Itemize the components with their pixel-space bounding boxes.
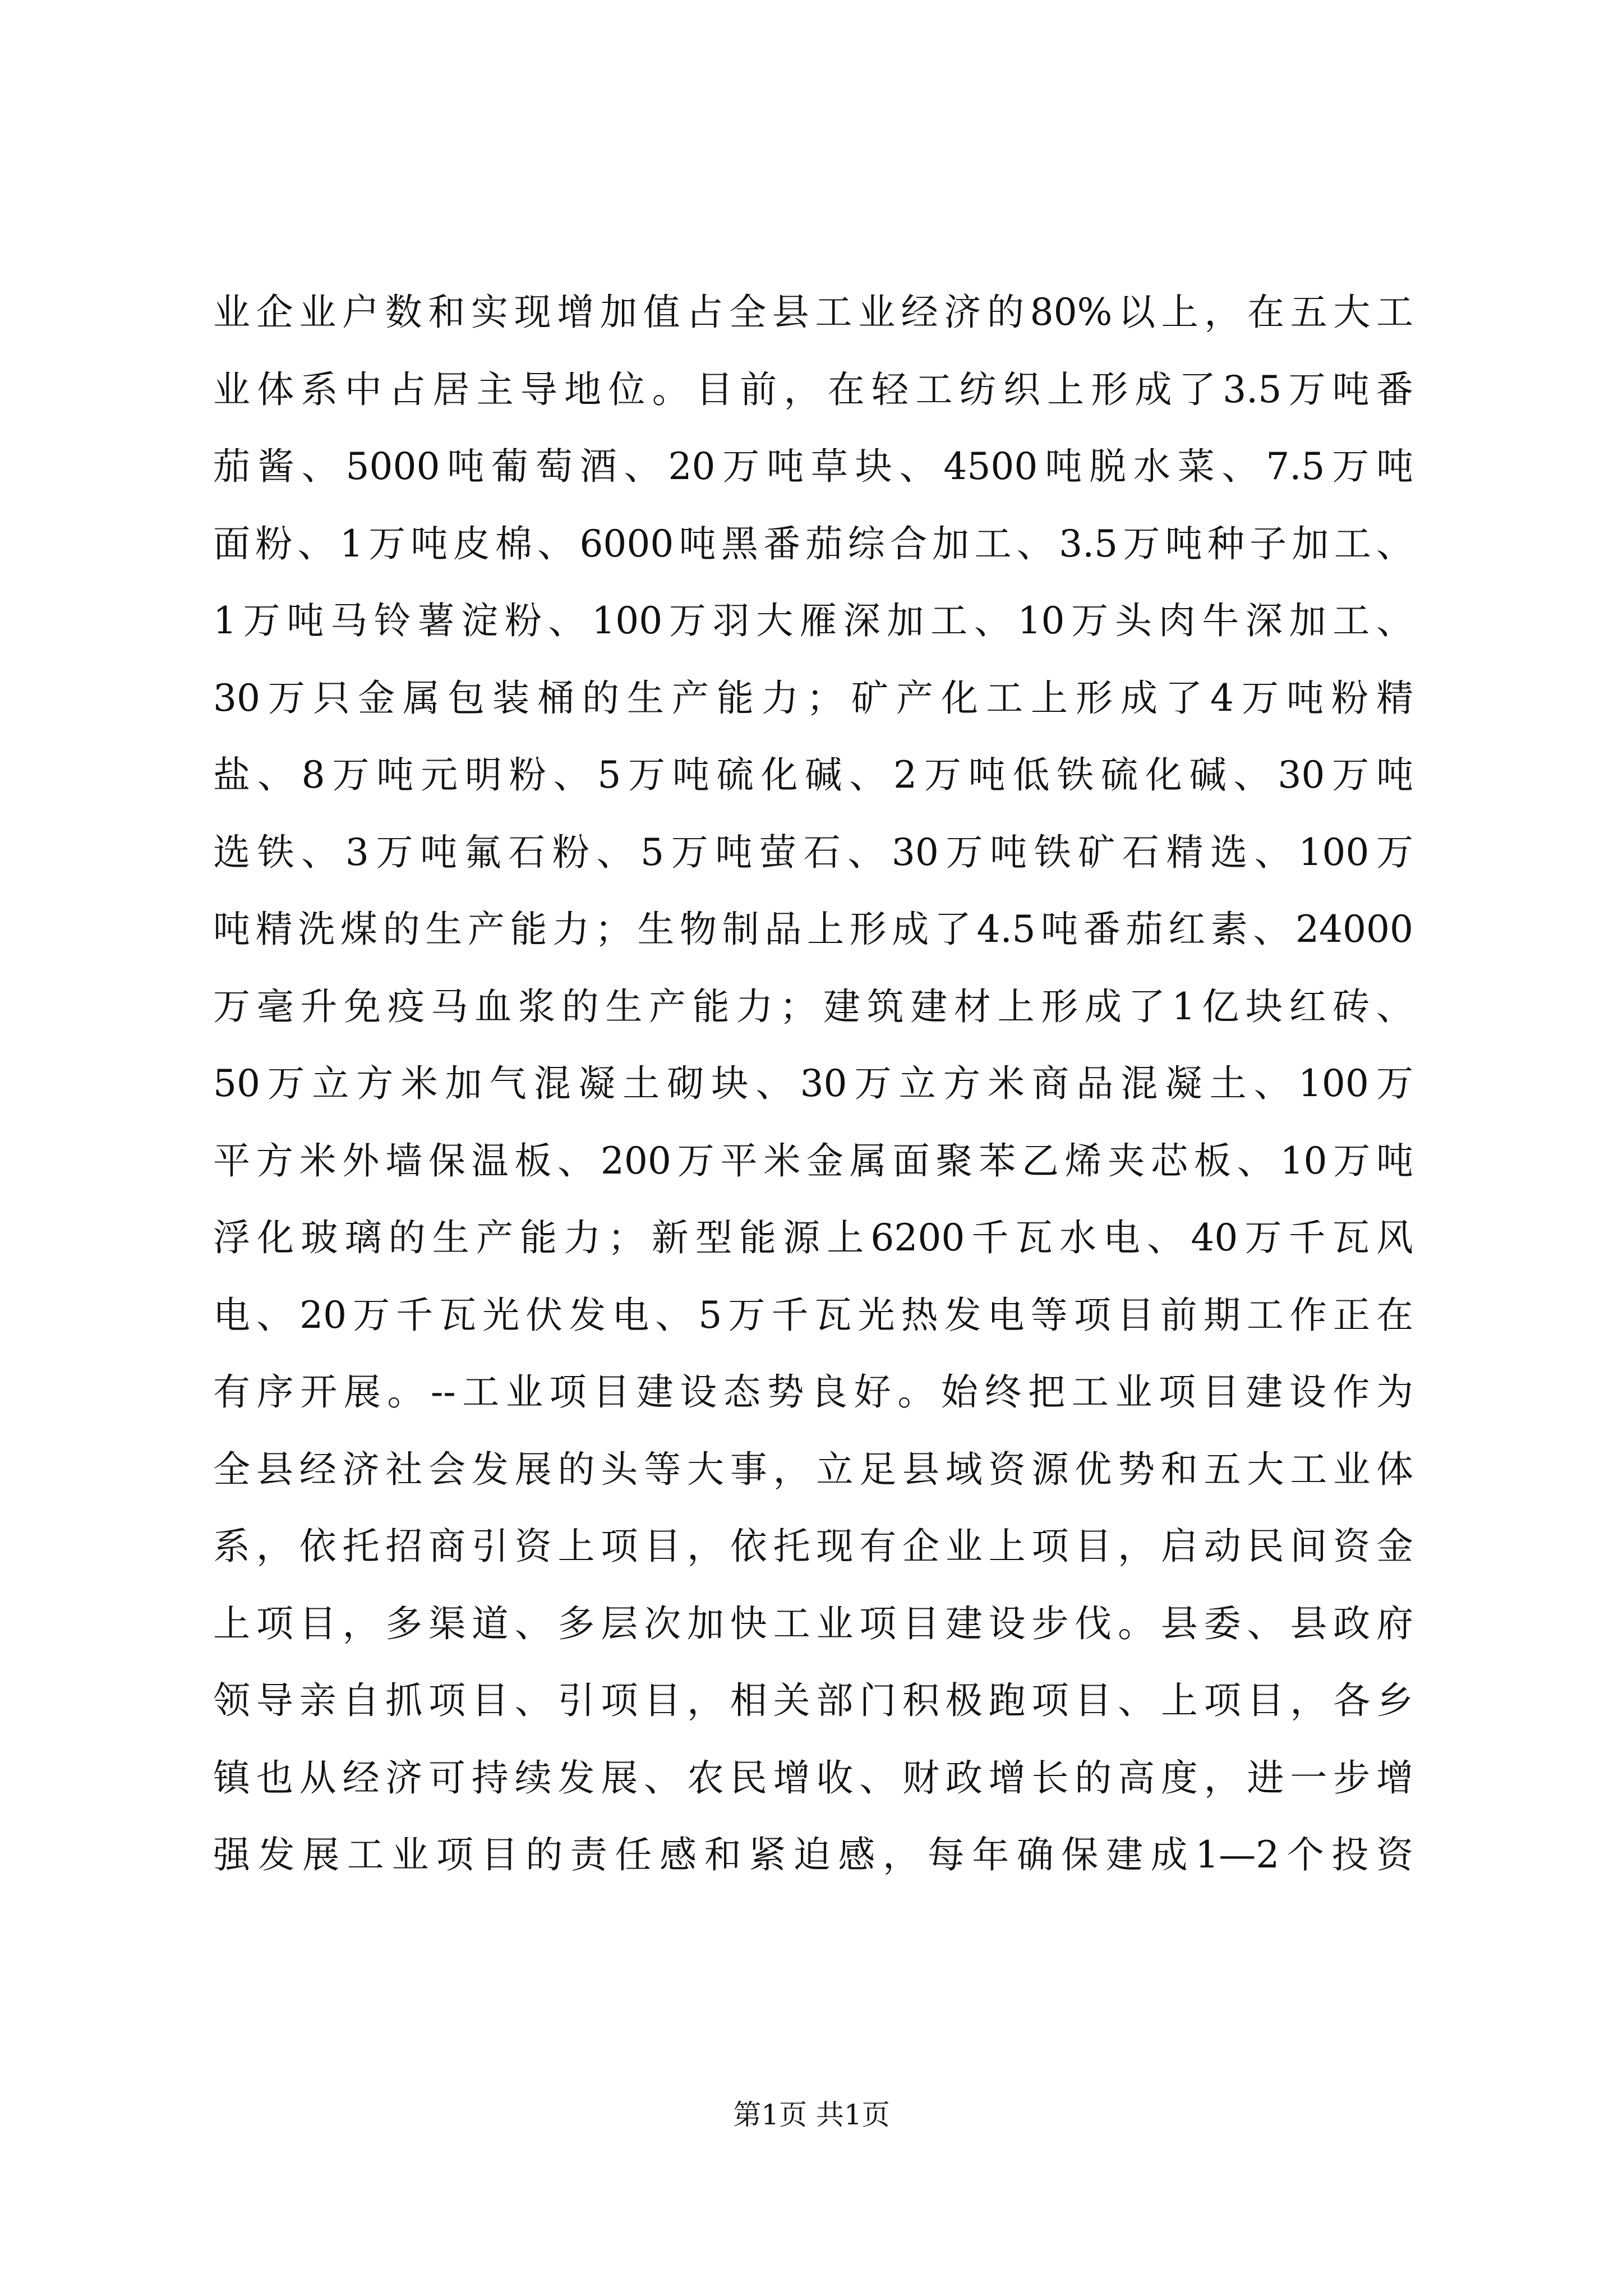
text-line: 茄酱、5000吨葡萄酒、20万吨草块、4500吨脱水菜、7.5万吨: [213, 445, 1413, 488]
text-line: 领导亲自抓项目、引项目，相关部门积极跑项目、上项目，各乡: [213, 1679, 1413, 1722]
text-line: 强发展工业项目的责任感和紧迫感，每年确保建成1—2个投资: [213, 1833, 1413, 1876]
text-line: 面粉、1万吨皮棉、6000吨黑番茄综合加工、3.5万吨种子加工、: [213, 522, 1413, 565]
text-line: 万毫升免疫马血浆的生产能力；建筑建材上形成了1亿块红砖、: [213, 984, 1413, 1028]
text-line: 全县经济社会发展的头等大事，立足县域资源优势和五大工业体: [213, 1447, 1413, 1491]
text-line: 选铁、3万吨氟石粉、5万吨萤石、30万吨铁矿石精选、100万: [213, 830, 1413, 874]
body-text: [213, 274, 1413, 1894]
text-line: 50万立方米加气混凝土砌块、30万立方米商品混凝土、100万: [213, 1062, 1413, 1105]
text-line: 业体系中占居主导地位。目前，在轻工纺织上形成了3.5万吨番: [213, 367, 1413, 411]
text-line: 盐、8万吨元明粉、5万吨硫化碱、2万吨低铁硫化碱、30万吨: [213, 753, 1413, 797]
page-number: 第1页 共1页: [733, 2099, 890, 2131]
text-line: 有序开展。--工业项目建设态势良好。始终把工业项目建设作为: [213, 1370, 1413, 1414]
page-footer: [0, 2095, 1623, 2134]
text-line: 电、20万千瓦光伏发电、5万千瓦光热发电等项目前期工作正在: [213, 1293, 1413, 1337]
text-line: 业企业户数和实现增加值占全县工业经济的80%以上，在五大工: [213, 291, 1413, 334]
text-line: 1万吨马铃薯淀粉、100万羽大雁深加工、10万头肉牛深加工、: [213, 599, 1413, 642]
text-line: 系，依托招商引资上项目，依托现有企业上项目，启动民间资金: [213, 1525, 1413, 1568]
text-line: 30万只金属包装桶的生产能力；矿产化工上形成了4万吨粉精: [213, 676, 1413, 720]
text-line: 镇也从经济可持续发展、农民增收、财政增长的高度，进一步增: [213, 1756, 1413, 1800]
text-line: 平方米外墙保温板、200万平米金属面聚苯乙烯夹芯板、10万吨: [213, 1139, 1413, 1182]
text-line: 浮化玻璃的生产能力；新型能源上6200千瓦水电、40万千瓦风: [213, 1216, 1413, 1259]
text-line: 吨精洗煤的生产能力；生物制品上形成了4.5吨番茄红素、24000: [213, 908, 1413, 951]
text-line: 上项目，多渠道、多层次加快工业项目建设步伐。县委、县政府: [213, 1602, 1413, 1645]
